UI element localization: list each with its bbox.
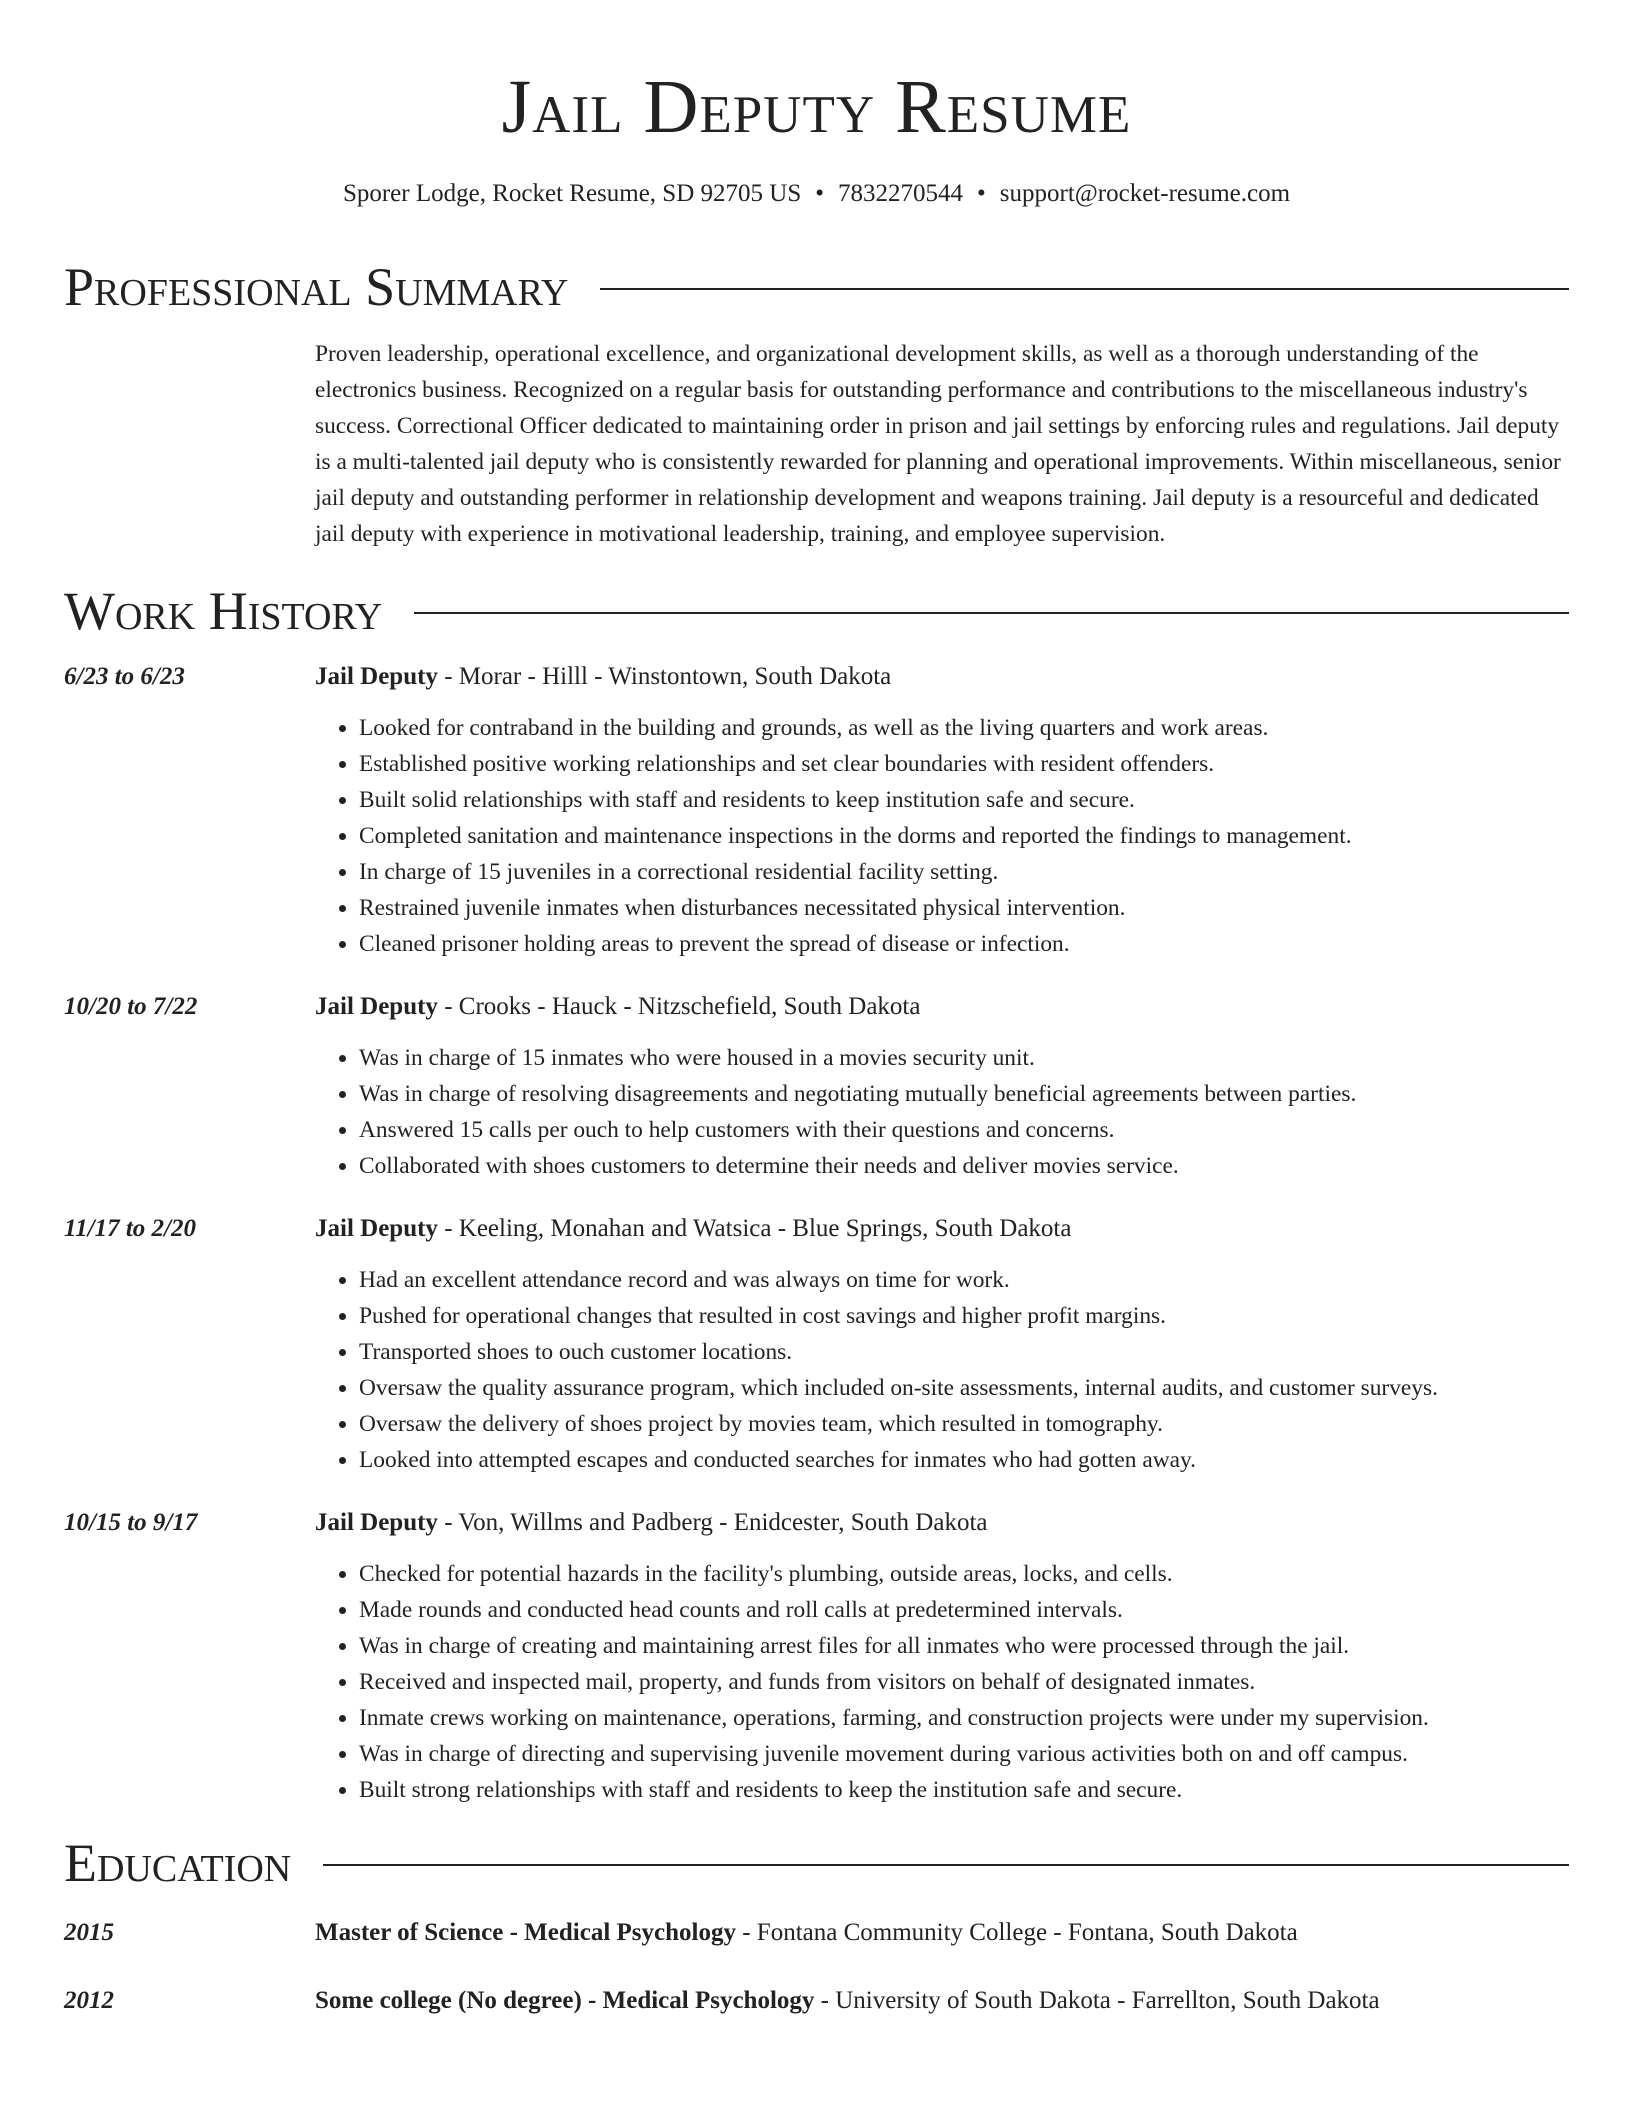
education-degree: Some college (No degree) - Medical Psychology xyxy=(315,1987,815,2014)
education-degree: Master of Science - Medical Psychology xyxy=(315,1919,736,1946)
job-body xyxy=(315,1506,1569,1808)
section-rule xyxy=(414,612,1569,614)
job-bullet: • Made rounds and conducted head counts and roll calls at predetermined intervals. xyxy=(359,1592,1569,1628)
job-role: Jail Deputy xyxy=(315,663,438,690)
work-history-entry xyxy=(64,1506,1569,1808)
job-bullet: • Answered 15 calls per ouch to help customers with their questions and concerns. xyxy=(359,1112,1569,1148)
job-dates: 6/23 to 6/23 xyxy=(64,663,185,690)
work-history-list xyxy=(64,660,1569,1808)
education-entry xyxy=(64,1916,1569,1950)
job-body xyxy=(315,660,1569,962)
education-entry xyxy=(64,1984,1569,2018)
contact-line xyxy=(64,178,1569,210)
job-bullet: • Cleaned prisoner holding areas to prevent the spread of disease or infection. xyxy=(359,926,1569,962)
job-bullet: • Established positive working relationships and set clear boundaries with resident offenders. xyxy=(359,746,1569,782)
job-bullet: • Oversaw the quality assurance program, which included on-site assessments, internal audits, and customer surveys. xyxy=(359,1370,1569,1406)
contact-address: Sporer Lodge, Rocket Resume, SD 92705 US xyxy=(342,180,802,207)
job-bullet-list xyxy=(315,1262,1569,1478)
job-body xyxy=(315,990,1569,1184)
job-bullet: • Pushed for operational changes that resulted in cost savings and higher profit margins. xyxy=(359,1298,1569,1334)
job-bullet: • Looked into attempted escapes and conducted searches for inmates who had gotten away. xyxy=(359,1442,1569,1478)
section-title-education: Education xyxy=(64,1833,292,1893)
job-employer-location: - Keeling, Monahan and Watsica - Blue Springs, South Dakota xyxy=(437,1215,1072,1242)
job-bullet: • Built strong relationships with staff and residents to keep the institution safe and secure. xyxy=(359,1772,1569,1808)
section-header-work xyxy=(64,580,1569,642)
section-rule xyxy=(323,1864,1569,1866)
job-title-line xyxy=(315,660,1569,694)
resume-title: Jail Deputy Resume xyxy=(501,65,1132,149)
contact-email: support@rocket-resume.com xyxy=(999,180,1291,207)
job-dates: 11/17 to 2/20 xyxy=(64,1215,196,1242)
education-school-location: - University of South Dakota - Farrellton, South Dakota xyxy=(814,1987,1380,2014)
section-rule xyxy=(600,288,1569,290)
job-bullet: • Was in charge of 15 inmates who were housed in a movies security unit. xyxy=(359,1040,1569,1076)
section-header-summary xyxy=(64,256,1569,318)
section-header-education xyxy=(64,1832,1569,1894)
education-year: 2012 xyxy=(64,1987,114,2014)
job-bullet: • Collaborated with shoes customers to determine their needs and deliver movies service. xyxy=(359,1148,1569,1184)
contact-separator: • xyxy=(977,180,986,207)
job-bullet: • In charge of 15 juveniles in a correctional residential facility setting. xyxy=(359,854,1569,890)
job-role: Jail Deputy xyxy=(315,1215,438,1242)
job-bullet: • Transported shoes to ouch customer locations. xyxy=(359,1334,1569,1370)
job-bullet-list xyxy=(315,1556,1569,1808)
education-list xyxy=(64,1916,1569,2018)
job-dates: 10/15 to 9/17 xyxy=(64,1509,198,1536)
job-employer-location: - Crooks - Hauck - Nitzschefield, South Dakota xyxy=(437,993,921,1020)
contact-phone: 7832270544 xyxy=(838,180,963,207)
job-bullet: • Looked for contraband in the building and grounds, as well as the living quarters and work areas. xyxy=(359,710,1569,746)
job-role: Jail Deputy xyxy=(315,1509,438,1536)
job-bullet: • Built solid relationships with staff and residents to keep institution safe and secure. xyxy=(359,782,1569,818)
summary-text: Proven leadership, operational excellence, and organizational development skills, as well as a thorough understanding of the electronics business. Recognized on a regular basis for outstanding performance and contributions to the miscellaneous industry's success. Correctional Officer dedicated to maintaining order in prison and jail settings by enforcing rules and regulations. Jail deputy is a multi-talented jail deputy who is consistently rewarded for planning and operational improvements. Within miscellaneous, senior jail deputy and outstanding performer in relationship development and weapons training. Jail deputy is a resourceful and dedicated jail deputy with experience in motivational leadership, training, and employee supervision. xyxy=(315,341,1561,547)
job-bullet: • Was in charge of creating and maintaining arrest files for all inmates who were processed through the jail. xyxy=(359,1628,1569,1664)
job-bullet: • Had an excellent attendance record and was always on time for work. xyxy=(359,1262,1569,1298)
section-title-summary: Professional Summary xyxy=(64,257,569,317)
contact-separator: • xyxy=(815,180,824,207)
work-history-entry xyxy=(64,990,1569,1184)
education-line xyxy=(315,1916,1569,1950)
job-role: Jail Deputy xyxy=(315,993,438,1020)
job-bullet: • Completed sanitation and maintenance inspections in the dorms and reported the findings to management. xyxy=(359,818,1569,854)
section-title-work: Work History xyxy=(64,581,383,641)
job-employer-location: - Von, Willms and Padberg - Enidcester, South Dakota xyxy=(437,1509,988,1536)
job-dates: 10/20 to 7/22 xyxy=(64,993,198,1020)
work-history-entry xyxy=(64,1212,1569,1478)
resume-page xyxy=(64,0,1569,2018)
job-title-line xyxy=(315,1212,1569,1246)
job-title-line xyxy=(315,1506,1569,1540)
job-bullet: • Restrained juvenile inmates when disturbances necessitated physical intervention. xyxy=(359,890,1569,926)
job-bullet: • Was in charge of directing and supervising juvenile movement during various activities both on and off campus. xyxy=(359,1736,1569,1772)
job-bullet: • Oversaw the delivery of shoes project by movies team, which resulted in tomography. xyxy=(359,1406,1569,1442)
job-employer-location: - Morar - Hilll - Winstontown, South Dakota xyxy=(437,663,892,690)
work-history-entry xyxy=(64,660,1569,962)
job-title-line xyxy=(315,990,1569,1024)
job-bullet: • Inmate crews working on maintenance, operations, farming, and construction projects were under my supervision. xyxy=(359,1700,1569,1736)
job-body xyxy=(315,1212,1569,1478)
job-bullet: • Received and inspected mail, property, and funds from visitors on behalf of designated inmates. xyxy=(359,1664,1569,1700)
job-bullet: • Was in charge of resolving disagreements and negotiating mutually beneficial agreements between parties. xyxy=(359,1076,1569,1112)
education-line xyxy=(315,1984,1569,2018)
job-bullet-list xyxy=(315,1040,1569,1184)
education-school-location: - Fontana Community College - Fontana, South Dakota xyxy=(735,1919,1298,1946)
education-year: 2015 xyxy=(64,1919,114,1946)
job-bullet: • Checked for potential hazards in the facility's plumbing, outside areas, locks, and cells. xyxy=(359,1556,1569,1592)
job-bullet-list xyxy=(315,710,1569,962)
